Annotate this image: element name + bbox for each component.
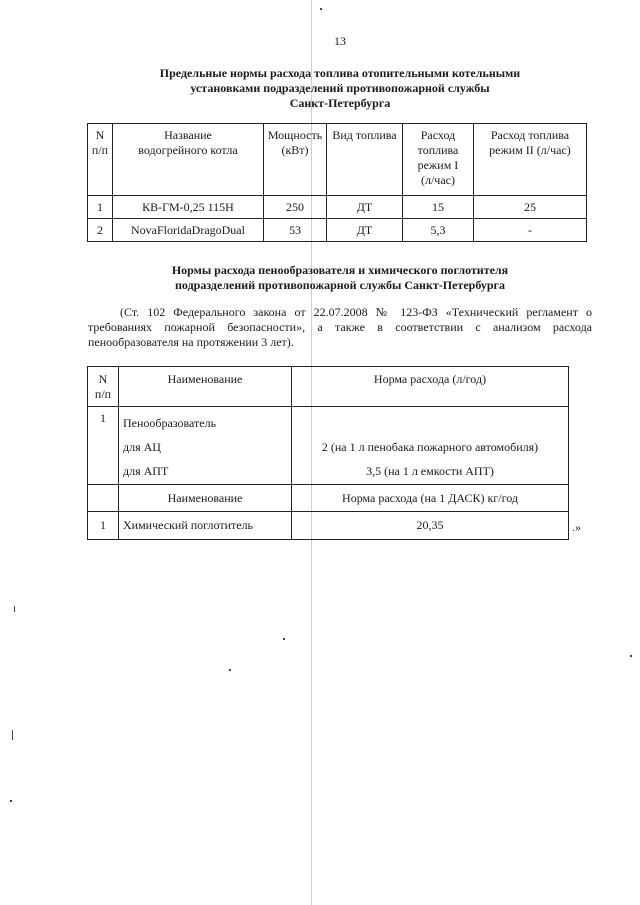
table2-title (90, 263, 590, 293)
cell-rate-mode2: - (474, 219, 587, 242)
subheader-rate: Норма расхода (на 1 ДАСК) кг/год (292, 485, 569, 512)
table1-title-line2: установками подразделений противопожарной службы (190, 81, 490, 95)
table1-title-line1: Предельные нормы расхода топлива отопительными котельными (159, 66, 521, 80)
cell-num: 2 (88, 219, 113, 242)
cell-num: 1 (88, 407, 119, 485)
page-number: 13 (334, 34, 346, 48)
table-row (88, 407, 569, 485)
table-subheader-row (88, 485, 569, 512)
cell-power: 53 (264, 219, 327, 242)
closing-quote-mark: .» (572, 520, 581, 534)
cell-num: 1 (88, 512, 119, 540)
cell-foam-rates (292, 407, 569, 485)
header-num: N п/п (88, 367, 119, 407)
foam-ac-rate: 2 (на 1 л пенобака пожарного автомобиля) (321, 440, 539, 454)
header-rate-mode1: Расход топлива режим I (л/час) (403, 124, 474, 196)
header-power: Мощность (кВт) (264, 124, 327, 196)
empty-cell (88, 485, 119, 512)
cell-absorbent-name: Химический поглотитель (119, 512, 292, 540)
foam-apt-rate: 3,5 (на 1 л емкости АПТ) (366, 464, 494, 478)
scan-speck (10, 800, 12, 802)
table1-title-line3: Санкт-Петербурга (289, 96, 391, 110)
foam-absorbent-table (87, 366, 569, 540)
subheader-name: Наименование (119, 485, 292, 512)
cell-rate-mode2: 25 (474, 196, 587, 219)
cell-fuel-type: ДТ (327, 196, 403, 219)
legal-reference-paragraph: (Ст. 102 Федерального закона от 22.07.2008 № 123-ФЗ «Технический регламент о требованиях пожарной безопасности», а также в соответствии с анализом расхода пенообразователя на протяжении 3 лет). (88, 305, 592, 349)
foam-concentrate-label: Пенообразователь (123, 416, 217, 430)
table2-title-line1: Нормы расхода пенообразователя и химического поглотителя (171, 263, 509, 277)
foam-ac-label: для АЦ (123, 440, 161, 454)
header-rate: Норма расхода (л/год) (292, 367, 569, 407)
table-row (88, 196, 587, 219)
scan-speck (12, 730, 13, 740)
foam-apt-label: для АПТ (123, 464, 169, 478)
table-row (88, 219, 587, 242)
scan-speck (283, 638, 285, 640)
cell-num: 1 (88, 196, 113, 219)
table-header-row (88, 124, 587, 196)
scan-speck (14, 606, 15, 612)
cell-absorbent-rate: 20,35 (292, 512, 569, 540)
cell-fuel-type: ДТ (327, 219, 403, 242)
boiler-fuel-table (87, 123, 587, 242)
scan-speck (229, 669, 231, 671)
scan-speck (630, 655, 632, 657)
table1-title (90, 66, 590, 111)
cell-rate-mode1: 5,3 (403, 219, 474, 242)
header-num: N п/п (88, 124, 113, 196)
table-row (88, 512, 569, 540)
header-boiler-name: Название водогрейного котла (113, 124, 264, 196)
cell-foam-names (119, 407, 292, 485)
table-header-row (88, 367, 569, 407)
cell-boiler-name: NovaFloridaDragoDual (113, 219, 264, 242)
header-name: Наименование (119, 367, 292, 407)
scan-speck (320, 8, 322, 10)
table2-title-line2: подразделений противопожарной службы Санкт-Петербурга (175, 278, 505, 292)
cell-boiler-name: КВ-ГМ-0,25 115Н (113, 196, 264, 219)
header-fuel-type: Вид топлива (327, 124, 403, 196)
cell-power: 250 (264, 196, 327, 219)
cell-rate-mode1: 15 (403, 196, 474, 219)
header-rate-mode2: Расход топлива режим II (л/час) (474, 124, 587, 196)
